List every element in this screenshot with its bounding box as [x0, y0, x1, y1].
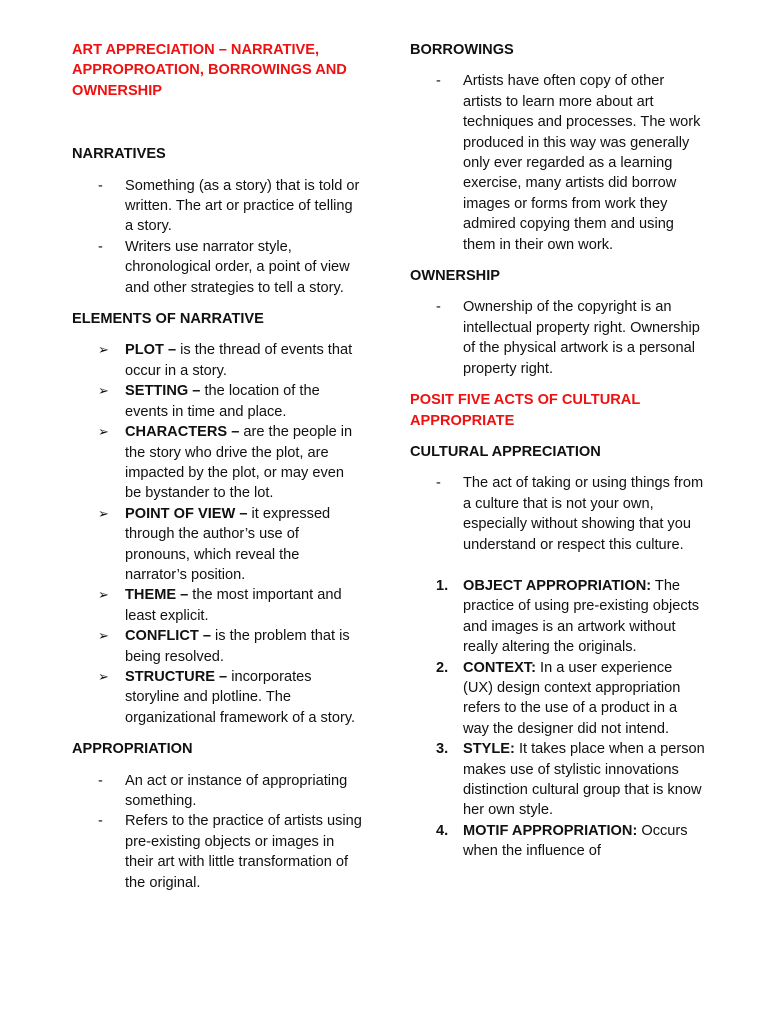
ownership-heading: OWNERSHIP: [410, 268, 500, 285]
dash-marker: -: [98, 772, 103, 789]
acts-list: [410, 576, 706, 862]
dash-marker: -: [436, 299, 441, 316]
list-item: 3. STYLE: It takes place when a person makes use of stylistic innovations distinction cultural group that is know her own style.: [436, 741, 705, 819]
list-item: ➢ STRUCTURE – incorporates storyline and plotline. The organizational framework of a story.: [98, 668, 356, 726]
list-item: ➢ POINT OF VIEW – it expressed through the author’s use of pronouns, which reveal the narrator’s position.: [98, 505, 331, 583]
list-item: 4. MOTIF APPROPRIATION: Occurs when the influence of: [436, 822, 688, 860]
elements-list: [72, 340, 364, 728]
list-number: 2.: [436, 659, 449, 676]
dash-marker: -: [98, 813, 103, 830]
left-column: [72, 40, 364, 893]
arrow-bullet-icon: ➢: [98, 587, 109, 603]
arrow-bullet-icon: ➢: [98, 424, 109, 440]
list-number: 3.: [436, 741, 449, 758]
dash-marker: -: [436, 475, 441, 492]
right-column: [410, 40, 706, 862]
list-item: - Artists have often copy of other artists to learn more about art techniques and processes. The work produced in this way was generally only ever regarded as a learning exercise, many artists did borrow images or forms from work they admired copying them and using them in their own work.: [436, 73, 701, 253]
arrow-bullet-icon: ➢: [98, 383, 109, 399]
cultural-appreciation-heading: CULTURAL APPRECIATION: [410, 443, 601, 460]
list-item: ➢ THEME – the most important and least explicit.: [98, 587, 342, 624]
list-number: 1.: [436, 577, 449, 594]
arrow-bullet-icon: ➢: [98, 342, 109, 358]
arrow-bullet-icon: ➢: [98, 505, 109, 521]
list-item: - An act or instance of appropriating something.: [98, 772, 348, 809]
borrowings-list: [410, 71, 706, 255]
list-item: - The act of taking or using things from a culture that is not your own, especially without showing that you understand or respect this culture.: [436, 475, 704, 553]
list-item: - Something (as a story) that is told or written. The art or practice of telling a story.: [98, 177, 360, 235]
arrow-bullet-icon: ➢: [98, 668, 109, 684]
list-number: 4.: [436, 822, 449, 839]
list-item: ➢ CHARACTERS – are the people in the story who drive the plot, are impacted by the plot, or may even be bystander to the lot.: [98, 424, 353, 502]
list-item: - Refers to the practice of artists using pre-existing objects or images in their art with little transformation of the original.: [98, 813, 362, 891]
list-item: - Writers use narrator style, chronological order, a point of view and other strategies to tell a story.: [98, 238, 350, 296]
list-item: - Ownership of the copyright is an intellectual property right. Ownership of the physical artwork is a personal property right.: [436, 299, 700, 377]
list-item: ➢ SETTING – the location of the events in time and place.: [98, 383, 320, 420]
dash-marker: -: [436, 73, 441, 90]
borrowings-heading: BORROWINGS: [410, 42, 514, 58]
document-title: ART APPRECIATION – NARRATIVE, APPROPROATION, BORROWINGS AND OWNERSHIP: [72, 42, 347, 99]
dash-marker: -: [98, 238, 103, 255]
narratives-list: [72, 176, 364, 298]
list-item: 1. OBJECT APPROPRIATION: The practice of using pre-existing objects and images is an artwork without really altering the originals.: [436, 577, 700, 656]
appropriation-heading: APPROPRIATION: [72, 741, 193, 758]
posit-heading: POSIT FIVE ACTS OF CULTURAL APPROPRIATE: [410, 392, 640, 429]
list-item: ➢ CONFLICT – is the problem that is being resolved.: [98, 628, 350, 665]
narratives-heading: NARRATIVES: [72, 146, 166, 163]
appropriation-list: [72, 771, 364, 893]
dash-marker: -: [98, 177, 103, 194]
elements-heading: ELEMENTS OF NARRATIVE: [72, 311, 264, 328]
arrow-bullet-icon: ➢: [98, 628, 109, 644]
list-item: 2. CONTEXT: In a user experience (UX) design context appropriation refers to the use of a product in a way the designer did not intend.: [436, 659, 681, 737]
cultural-list: [410, 473, 706, 555]
list-item: ➢ PLOT – is the thread of events that occur in a story.: [98, 342, 353, 379]
ownership-list: [410, 297, 706, 379]
